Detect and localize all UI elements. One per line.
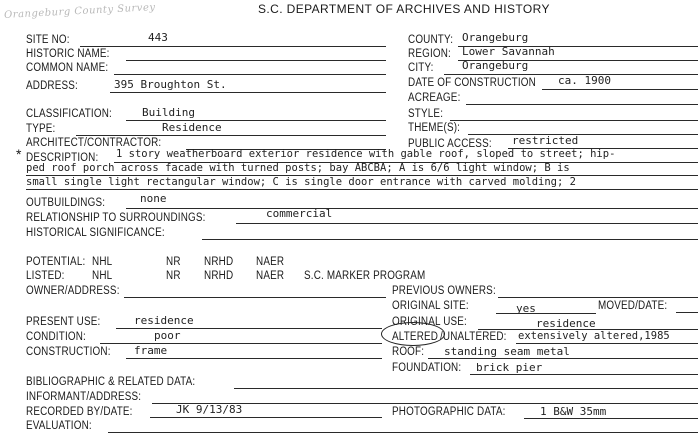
classification-label: CLASSIFICATION:	[26, 108, 112, 120]
outbuildings-label: OUTBUILDINGS:	[26, 197, 106, 209]
photographic-value: 1 B&W 35mm	[540, 405, 607, 418]
original-site-label: ORIGINAL SITE:	[392, 300, 469, 312]
recorded-label: RECORDED BY/DATE:	[26, 406, 133, 418]
public-access-value: restricted	[512, 134, 579, 147]
region-value: Lower Savannah	[462, 45, 555, 58]
relationship-value: commercial	[266, 207, 333, 220]
type-value: Residence	[162, 121, 222, 134]
date-of-construction-label: DATE OF CONSTRUCTION	[408, 77, 536, 89]
construction-line	[126, 358, 382, 359]
moved-date-line	[676, 312, 698, 313]
roof-label: ROOF:	[392, 346, 425, 358]
relationship-line	[236, 223, 698, 224]
potential-label: POTENTIAL:	[26, 256, 86, 268]
address-value: 395 Broughton St.	[114, 78, 227, 91]
site-no-value: 443	[148, 31, 168, 44]
description-label: DESCRIPTION:	[26, 152, 99, 164]
region-label: REGION:	[408, 48, 451, 60]
type-label: TYPE:	[26, 123, 56, 135]
potential-nrhd: NRHD	[204, 256, 234, 268]
informant-label: INFORMANT/ADDRESS:	[26, 391, 142, 403]
recorded-value: JK 9/13/83	[176, 403, 243, 416]
style-line	[450, 120, 698, 121]
historic-name-label: HISTORIC NAME:	[26, 48, 110, 60]
relationship-label: RELATIONSHIP TO SURROUNDINGS:	[26, 212, 206, 224]
present-use-label: PRESENT USE:	[26, 316, 101, 328]
classification-value: Building	[142, 106, 195, 119]
type-line	[76, 135, 386, 136]
site-no-label: SITE NO:	[26, 34, 70, 46]
construction-value: frame	[134, 344, 168, 357]
historic-name-line	[126, 60, 386, 61]
city-value: Orangeburg	[462, 59, 529, 72]
owner-label: OWNER/ADDRESS:	[26, 285, 120, 297]
county-value: Orangeburg	[462, 31, 529, 44]
potential-nhl: NHL	[92, 256, 113, 268]
common-name-line	[114, 74, 386, 75]
description-line-1: 1 story weatherboard exterior residence with gable roof, sloped to street; hip-	[116, 148, 616, 160]
listed-label: LISTED:	[26, 270, 65, 282]
asterisk-mark: *	[16, 146, 22, 162]
outbuildings-value: none	[140, 192, 167, 205]
bibliographic-line	[234, 388, 698, 389]
foundation-line	[470, 374, 698, 375]
significance-label: HISTORICAL SIGNIFICANCE:	[26, 227, 165, 239]
marker-program-label: S.C. MARKER PROGRAM	[304, 270, 426, 282]
architect-label: ARCHITECT/CONTRACTOR:	[26, 137, 162, 149]
original-use-value: residence	[536, 317, 596, 330]
significance-line	[202, 239, 698, 240]
city-label: CITY:	[408, 62, 434, 74]
condition-value: poor	[154, 329, 181, 342]
themes-label: THEME(S):	[408, 122, 461, 134]
outbuildings-line	[126, 208, 698, 209]
site-no-line	[80, 46, 386, 47]
listed-nrhd: NRHD	[204, 270, 234, 282]
original-site-value: yes	[516, 302, 536, 315]
original-use-label: ORIGINAL USE:	[392, 316, 467, 328]
bibliographic-label: BIBLIOGRAPHIC & RELATED DATA:	[26, 376, 196, 388]
description-underline-3	[26, 189, 698, 190]
common-name-label: COMMON NAME:	[26, 62, 109, 74]
altered-label: ALTERED	[392, 331, 439, 343]
address-label: ADDRESS:	[26, 80, 78, 92]
margin-handwritten-note: Orangeburg County Survey	[3, 2, 156, 21]
listed-nr: NR	[166, 270, 181, 282]
acreage-label: ACREAGE:	[408, 92, 461, 104]
owner-line	[124, 297, 386, 298]
photographic-line	[524, 418, 698, 419]
evaluation-label: EVALUATION:	[26, 420, 92, 432]
potential-naer: NAER	[256, 256, 285, 268]
page-title: S.C. DEPARTMENT OF ARCHIVES AND HISTORY	[258, 2, 550, 16]
recorded-line	[150, 417, 382, 418]
moved-date-label: MOVED/DATE:	[598, 300, 668, 312]
date-of-construction-value: ca. 1900	[558, 74, 611, 87]
roof-line	[428, 358, 698, 359]
address-line	[110, 92, 386, 93]
foundation-value: brick pier	[476, 361, 543, 374]
acreage-line	[466, 104, 698, 105]
photographic-label: PHOTOGRAPHIC DATA:	[392, 406, 506, 418]
unaltered-label: /UNALTERED:	[440, 331, 507, 343]
date-of-construction-line	[542, 89, 698, 90]
potential-nr: NR	[166, 256, 181, 268]
previous-owners-label: PREVIOUS OWNERS:	[392, 285, 496, 297]
public-access-label: PUBLIC ACCESS:	[408, 138, 492, 150]
present-use-value: residence	[134, 314, 194, 327]
description-line-3: small single light rectangular window; C is single door entrance with carved molding; 2	[26, 176, 576, 188]
listed-nhl: NHL	[92, 270, 113, 282]
foundation-label: FOUNDATION:	[392, 362, 462, 374]
description-line-2: ped roof porch across facade with turned posts; bay ABCBA; A is 6/6 light window; B is	[26, 162, 570, 174]
evaluation-line	[108, 432, 698, 433]
style-label: STYLE:	[408, 108, 444, 120]
previous-owners-line	[498, 297, 698, 298]
original-site-line	[496, 313, 596, 314]
roof-value: standing seam metal	[444, 345, 570, 358]
listed-naer: NAER	[256, 270, 285, 282]
condition-label: CONDITION:	[26, 331, 86, 343]
altered-line	[516, 343, 698, 344]
altered-value: extensively altered,1985	[518, 330, 670, 342]
themes-line	[468, 134, 698, 135]
construction-label: CONSTRUCTION:	[26, 346, 111, 358]
county-label: COUNTY:	[408, 34, 454, 46]
